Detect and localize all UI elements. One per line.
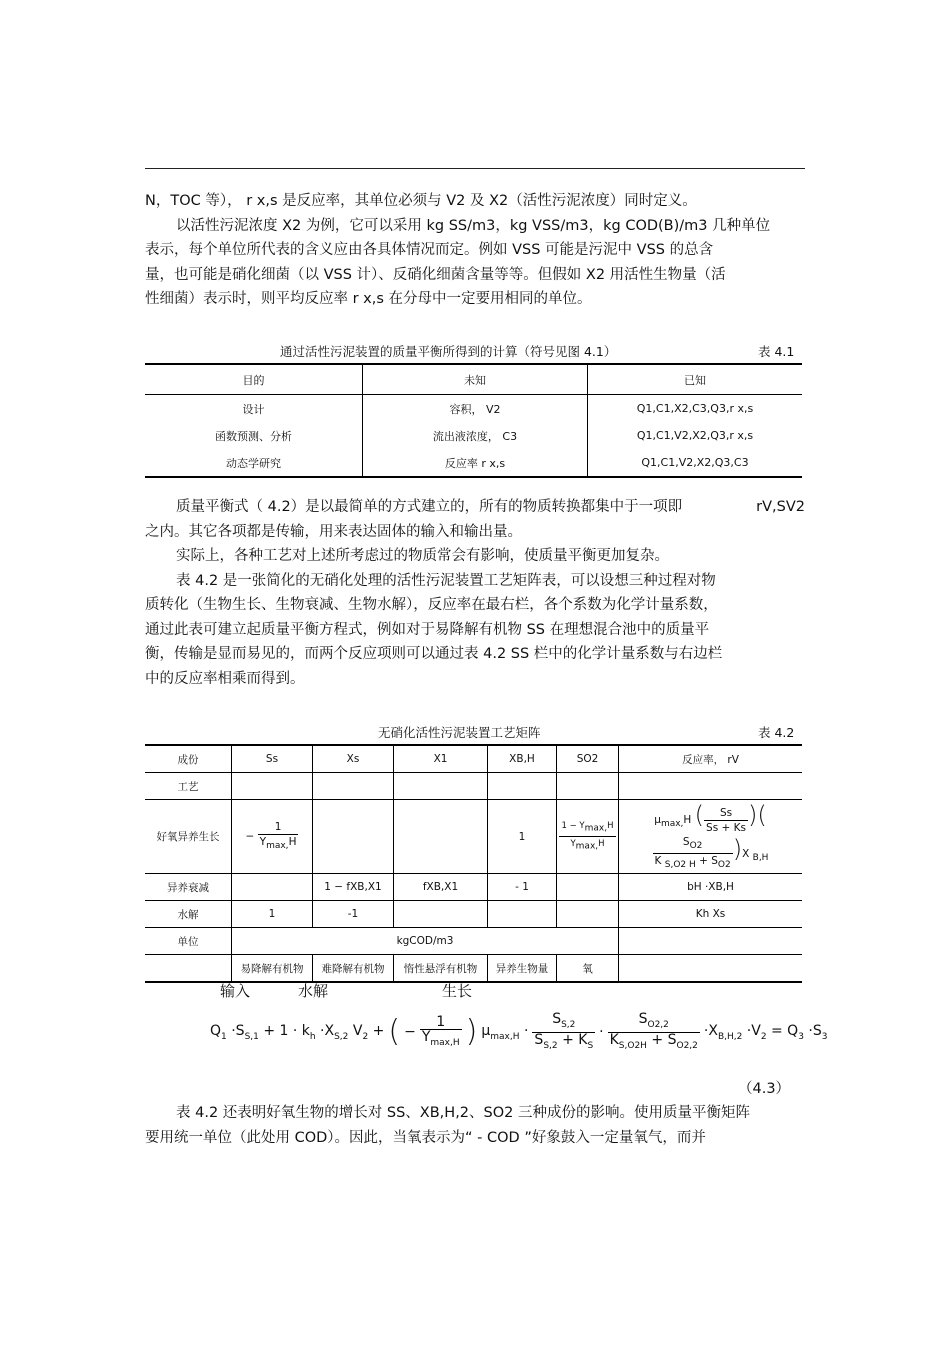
p2-line-6: 通过此表可建立起质量平衡方程式，例如对于易降解有机物 SS 在理想混合池中的质量平 bbox=[145, 621, 710, 638]
table-row bbox=[145, 928, 802, 955]
p2-line-3: 实际上，各种工艺对上述所考虑过的物质常会有影响，使质量平衡更加复杂。 bbox=[176, 548, 669, 564]
table2-cell: 1 bbox=[488, 800, 557, 874]
p2-line-5: 质转化（生物生长、生物衰减、生物水解），反应率在最右栏，各个系数为化学计量系数， bbox=[145, 597, 718, 613]
table2-footer: 氧 bbox=[557, 955, 619, 983]
table-row bbox=[145, 395, 802, 423]
table2-cell: 水解 bbox=[145, 901, 232, 928]
eq-label-growth: 生长 bbox=[442, 982, 473, 1000]
table1-header: 目的 bbox=[145, 364, 363, 395]
table2-caption: 无硝化活性污泥装置工艺矩阵 bbox=[378, 725, 541, 740]
table2-header: 反应率， rV bbox=[619, 745, 803, 773]
p3-line-2: 要用统一单位（此处用 COD）。因此，当氧表示为“ - COD ”好象鼓入一定量氧气，而并 bbox=[145, 1129, 706, 1146]
p2-line-2: 之内。其它各项都是传输，用来表达固体的输入和输出量。 bbox=[145, 523, 522, 540]
p2-line-7: 衡，传输是显而易见的，而两个反应项则可以通过表 4.2 SS 栏中的化学计量系数与右边栏 bbox=[145, 646, 723, 662]
p1-line-4: 量，也可能是硝化细菌（以 VSS 计）、反硝化细菌含量等等。但假如 X2 用活性生物量（活 bbox=[145, 266, 726, 283]
p1-line-3: 表示，每个单位所代表的含义应由各具体情况而定。例如 VSS 可能是污泥中 VSS 的总含 bbox=[145, 242, 714, 258]
table-row bbox=[145, 800, 802, 874]
growth-so2-coefficient: $\frac{1 - Y_{max,}H}{Y_{max,}H}$ bbox=[557, 800, 619, 874]
table2-cell: 1 bbox=[232, 901, 313, 928]
table2-cell: 异养衰减 bbox=[145, 874, 232, 901]
p3-line-1: 表 4.2 还表明好氧生物的增长对 SS、XB,H,2、SO2 三种成份的影响。使用质量平衡矩阵 bbox=[176, 1105, 750, 1121]
table1-cell: Q1,C1,V2,X2,Q3,r x,s bbox=[588, 422, 803, 449]
table1-cell: 容积， V2 bbox=[363, 395, 588, 423]
table2-cell: bH ·XB,H bbox=[619, 874, 803, 901]
table-row bbox=[145, 901, 802, 928]
table2-header: Ss bbox=[232, 745, 313, 773]
table1-cell: Q1,C1,X2,C3,Q3,r x,s bbox=[588, 395, 803, 423]
table2-header: Xs bbox=[313, 745, 394, 773]
table2-cell: 1 − fXB,X1 bbox=[313, 874, 394, 901]
table2-label: 表 4.2 bbox=[758, 725, 795, 740]
table2-footer: 异养生物量 bbox=[488, 955, 557, 983]
table-row bbox=[145, 422, 802, 449]
table2-cell: - 1 bbox=[488, 874, 557, 901]
table2-header: XB,H bbox=[488, 745, 557, 773]
table2-unit-value: kgCOD/m3 bbox=[232, 928, 619, 955]
table2-process-label: 工艺 bbox=[145, 773, 232, 800]
table2 bbox=[145, 744, 802, 983]
table2-cell: Kh Xs bbox=[619, 901, 803, 928]
table-row bbox=[145, 874, 802, 901]
p1-line-2: 以活性污泥浓度 X2 为例，它可以采用 kg SS/m3，kg VSS/m3，kg COD(B)/m3 几种单位 bbox=[176, 217, 771, 234]
table-row bbox=[145, 449, 802, 477]
table2-footer: 难降解有机物 bbox=[313, 955, 394, 983]
p2-line-1: 质量平衡式（ 4.2）是以最简单的方式建立的，所有的物质转换都集中于一项即 bbox=[176, 499, 683, 515]
table1-cell: Q1,C1,V2,X2,Q3,C3 bbox=[588, 449, 803, 477]
table1-header: 未知 bbox=[363, 364, 588, 395]
p1-line-1: N，TOC 等）， r x,s 是反应率，其单位必须与 V2 及 X2（活性污泥浓度）同时定义。 bbox=[145, 193, 697, 209]
header-rule bbox=[145, 168, 805, 169]
table2-footer: 惰性悬浮有机物 bbox=[394, 955, 488, 983]
table2-cell: fXB,X1 bbox=[394, 874, 488, 901]
table1-cell: 反应率 r x,s bbox=[363, 449, 588, 477]
table-row bbox=[145, 773, 802, 800]
table2-unit-label: 单位 bbox=[145, 928, 232, 955]
eq-label-hydrolysis: 水解 bbox=[298, 982, 329, 1000]
paragraph-2 bbox=[145, 495, 805, 691]
table2-cell: -1 bbox=[313, 901, 394, 928]
table1-header-row bbox=[145, 364, 802, 395]
table-row bbox=[145, 955, 802, 983]
table1-caption: 通过活性污泥装置的质量平衡所得到的计算（符号见图 4.1） bbox=[280, 344, 617, 359]
table1-cell: 流出液浓度， C3 bbox=[363, 422, 588, 449]
paragraph-1 bbox=[145, 189, 805, 312]
eq-label-input: 输入 bbox=[220, 982, 251, 1000]
p1-line-5: 性细菌）表示时，则平均反应率 r x,s 在分母中一定要用相同的单位。 bbox=[145, 291, 592, 307]
paragraph-3 bbox=[145, 1101, 805, 1150]
growth-ss-coefficient: − $\frac{1}{Y_{max,}H}$ bbox=[232, 800, 313, 874]
table1-cell: 设计 bbox=[242, 402, 265, 416]
growth-rate-expression: $\mu_{max,}H$ ( $\frac{Ss}{Ss + Ks}$ )( $\frac{S_{O2}}{K _{S,O2 H} + S_{O2}}$ )X $_{B,H}$ bbox=[619, 800, 803, 874]
mass-balance-equation: $Q_1 \cdot S_{S,1} + 1 \cdot k_h \cdot X_{S,2}$ $V_2$ + ( − $\frac{1}{Y_{max,H}}$ ) $\mu_{max,H}$ · $\frac{S_{S,2}}{S_{S,2} + K_S}$ · $\frac{S_{O2,2}}{K_{S,O2H} + S_{O2,2}}$ $\cdot X_{B,H,2} \cdot V_2 = Q_3 \cdot S_3$ bbox=[210, 1011, 828, 1051]
p2-line-1-term: rV,SV2 bbox=[756, 499, 805, 515]
table2-header-row bbox=[145, 745, 802, 773]
table1 bbox=[145, 363, 802, 478]
table1-label: 表 4.1 bbox=[758, 344, 795, 359]
table1-cell: 函数预测、分析 bbox=[215, 429, 292, 443]
table2-header: SO2 bbox=[557, 745, 619, 773]
table2-footer: 易降解有机物 bbox=[232, 955, 313, 983]
table2-header: X1 bbox=[394, 745, 488, 773]
p2-line-8: 中的反应率相乘而得到。 bbox=[145, 670, 305, 687]
p2-line-4: 表 4.2 是一张简化的无硝化处理的活性污泥装置工艺矩阵表，可以设想三种过程对物 bbox=[176, 572, 716, 589]
table2-header: 成份 bbox=[145, 745, 232, 773]
table1-header: 已知 bbox=[588, 364, 803, 395]
equation-number: （4.3） bbox=[738, 1081, 791, 1097]
table1-cell: 动态学研究 bbox=[226, 456, 281, 470]
table2-cell: 好氧异养生长 bbox=[145, 800, 232, 874]
